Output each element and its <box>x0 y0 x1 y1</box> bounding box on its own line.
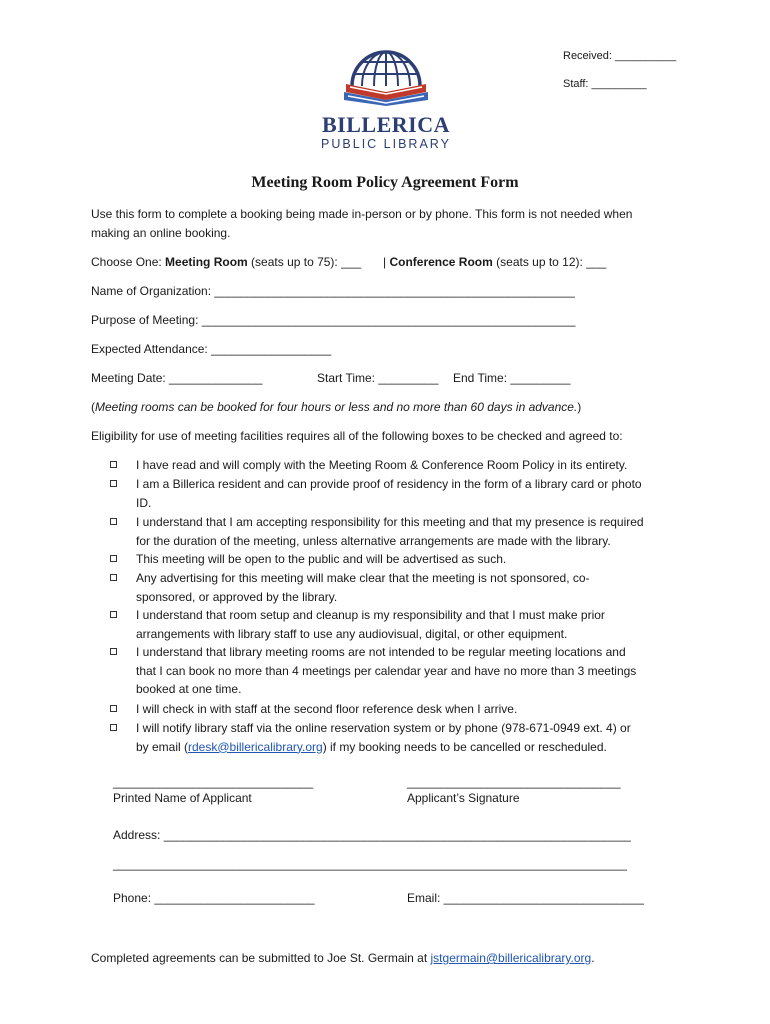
checklist-text <box>136 569 590 606</box>
checkbox[interactable] <box>110 461 117 468</box>
checklist-text <box>136 456 627 475</box>
received-field: Received: __________ <box>563 50 677 62</box>
staff-field: Staff: _________ <box>563 78 647 90</box>
intro-line-2: making an online booking. <box>91 225 231 240</box>
checkbox[interactable] <box>110 574 117 581</box>
checklist-text <box>136 700 517 719</box>
footer-text: Completed agreements can be submitted to Joe St. Germain at <box>91 951 431 965</box>
checklist-line: Any advertising for this meeting will make clear that the meeting is not sponsored, co- <box>136 571 590 585</box>
purpose-field[interactable]: Purpose of Meeting: ________________________________________________________ <box>91 313 576 327</box>
checklist-line <box>136 738 631 757</box>
meeting-date-field[interactable]: Meeting Date: ______________ <box>91 371 263 385</box>
eligibility-intro: Eligibility for use of meeting facilities requires all of the following boxes to be checked and agreed to: <box>91 429 623 443</box>
checklist-text <box>136 643 636 699</box>
checklist-line: I will check in with staff at the second floor reference desk when I arrive. <box>136 702 518 716</box>
checklist-text <box>136 550 506 569</box>
checklist-text <box>136 606 605 643</box>
checkbox[interactable] <box>110 518 117 525</box>
checkbox[interactable] <box>110 724 117 731</box>
checklist-line: sponsored, or approved by the library. <box>136 589 338 604</box>
checklist-line-prefix: by email ( <box>136 739 189 754</box>
booking-note-close: ) <box>577 400 582 414</box>
meeting-room-option[interactable]: Meeting Room <box>165 255 248 269</box>
checkbox[interactable] <box>110 611 117 618</box>
start-time-field[interactable]: Start Time: _________ <box>317 371 439 385</box>
end-time-field[interactable]: End Time: _________ <box>453 371 571 385</box>
checklist-line: ID. <box>136 495 152 510</box>
checklist-line: I understand that I am accepting responsibility for this meeting and that my presence is required <box>136 515 644 529</box>
checklist-line: arrangements with library staff to use any audiovisual, digital, or other equipment. <box>136 626 568 641</box>
signature-line[interactable]: ________________________________ <box>407 775 621 789</box>
checklist-line: I have read and will comply with the Meeting Room & Conference Room Policy in its entirety. <box>136 458 628 472</box>
checklist-line: booked at one time. <box>136 682 242 697</box>
checklist-line: for the duration of the meeting, unless alternative arrangements are made with the library. <box>136 533 611 548</box>
footer-note <box>91 949 595 968</box>
checklist-text <box>136 475 642 512</box>
checklist-text <box>136 513 644 550</box>
address-continuation-field[interactable]: _____________________________________________________________________________ <box>113 857 627 871</box>
footer-suffix: . <box>591 951 595 965</box>
checkbox[interactable] <box>110 480 117 487</box>
booking-note <box>91 398 581 417</box>
logo-wordmark: BILLERICA <box>322 112 450 137</box>
signature-label: Applicant’s Signature <box>407 791 520 805</box>
conference-room-detail: (seats up to 12): ___ <box>492 255 607 269</box>
checklist-line: I understand that room setup and cleanup is my responsibility and that I must make prior <box>136 608 605 622</box>
printed-name-line[interactable]: ______________________________ <box>113 775 314 789</box>
email-field[interactable]: Email: ______________________________ <box>407 891 644 905</box>
intro-line-1: Use this form to complete a booking being made in-person or by phone. This form is not needed when <box>91 207 633 221</box>
meeting-room-detail: (seats up to 75): ___ <box>247 255 362 269</box>
organization-field[interactable]: Name of Organization: ______________________________________________________ <box>91 284 575 298</box>
checklist-line: I am a Billerica resident and can provide proof of residency in the form of a library card or photo <box>136 477 642 491</box>
checkbox[interactable] <box>110 555 117 562</box>
attendance-field[interactable]: Expected Attendance: __________________ <box>91 342 332 356</box>
address-field[interactable]: Address: ______________________________________________________________________ <box>113 828 631 842</box>
globe-book-icon <box>342 40 430 108</box>
checklist-line: I understand that library meeting rooms are not intended to be regular meeting locations and <box>136 645 626 659</box>
jstgermain-email-link[interactable]: jstgermain@billericalibrary.org <box>430 951 592 965</box>
intro-paragraph <box>91 205 681 242</box>
booking-note-text: Meeting rooms can be booked for four hours or less and no more than 60 days in advance. <box>95 400 578 414</box>
form-title: Meeting Room Policy Agreement Form <box>251 174 519 191</box>
conference-choice <box>383 253 606 272</box>
checklist-line: I will notify library staff via the online reservation system or by phone (978-671-0949 ext. 4) or <box>136 721 631 735</box>
logo-subtitle: PUBLIC LIBRARY <box>321 137 451 151</box>
checklist-line: This meeting will be open to the public and will be advertised as such. <box>136 552 507 566</box>
room-choice-separator: | <box>383 255 390 269</box>
checklist-line: that I can book no more than 4 meetings per calendar year and have no more than 3 meetings <box>136 663 637 678</box>
booking-note-open: ( <box>91 400 95 414</box>
printed-name-label: Printed Name of Applicant <box>113 791 252 805</box>
conference-room-option[interactable]: Conference Room <box>389 255 493 269</box>
rdesk-email-link[interactable]: rdesk@billericalibrary.org <box>188 739 323 754</box>
phone-field[interactable]: Phone: ________________________ <box>113 891 315 905</box>
checklist-text <box>136 719 631 756</box>
checkbox[interactable] <box>110 648 117 655</box>
room-choice <box>91 253 361 272</box>
room-choice-label: Choose One: <box>91 255 166 269</box>
library-logo <box>312 40 460 158</box>
checklist-line-suffix: ) if my booking needs to be cancelled or rescheduled. <box>322 739 607 754</box>
checkbox[interactable] <box>110 705 117 712</box>
